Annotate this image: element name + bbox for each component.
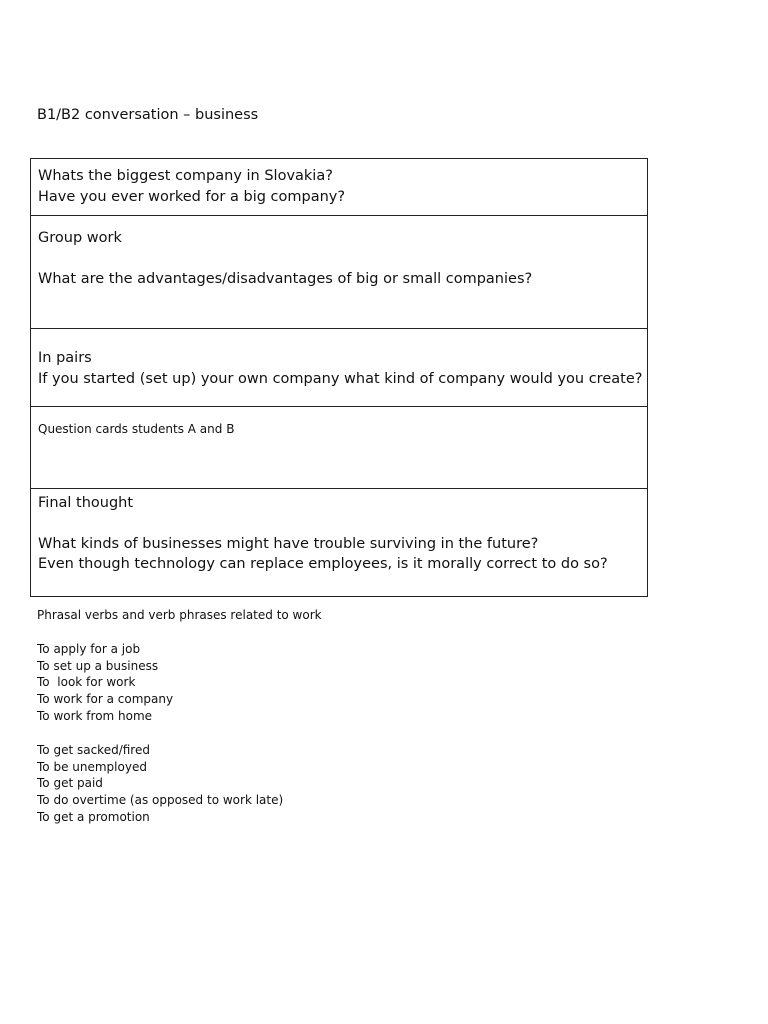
- group-work-cell: [31, 216, 647, 329]
- group-work-heading: Group work: [38, 230, 122, 246]
- vocab-item: To work from home: [37, 708, 153, 723]
- vocab-item: To work for a company: [37, 692, 174, 707]
- vocab-item: To get sacked/fired: [37, 742, 150, 757]
- document-title: B1/B2 conversation – business: [37, 107, 259, 123]
- vocab-item: To get a promotion: [37, 809, 150, 824]
- final-thought-cell: [31, 489, 647, 596]
- vocab-item: To apply for a job: [37, 641, 141, 656]
- group-work-question: What are the advantages/disadvantages of big or small companies?: [38, 270, 533, 287]
- vocabulary-section: [37, 607, 322, 826]
- vocab-item: To be unemployed: [37, 759, 147, 774]
- warmup-question-1: Whats the biggest company in Slovakia?: [38, 168, 333, 184]
- vocab-item: To set up a business: [37, 658, 159, 673]
- warmup-cell: [31, 159, 647, 216]
- pairs-question: If you started (set up) your own company what kind of company would you create?: [38, 370, 643, 387]
- pairs-cell: [31, 329, 647, 407]
- vocabulary-heading: Phrasal verbs and verb phrases related to work: [37, 608, 322, 622]
- warmup-question-2: Have you ever worked for a big company?: [38, 188, 346, 205]
- vocab-item: To look for work: [37, 675, 136, 690]
- final-thought-question-2: Even though technology can replace employees, is it morally correct to do so?: [38, 556, 608, 572]
- lesson-table: [30, 158, 648, 597]
- question-cards-text: Question cards students A and B: [38, 422, 235, 436]
- pairs-heading: In pairs: [38, 350, 92, 366]
- question-cards-cell: [31, 407, 647, 489]
- vocab-item: To get paid: [37, 776, 103, 791]
- final-thought-heading: Final thought: [38, 495, 134, 511]
- vocab-item: To do overtime (as opposed to work late): [37, 793, 284, 808]
- final-thought-question-1: What kinds of businesses might have trouble surviving in the future?: [38, 535, 539, 552]
